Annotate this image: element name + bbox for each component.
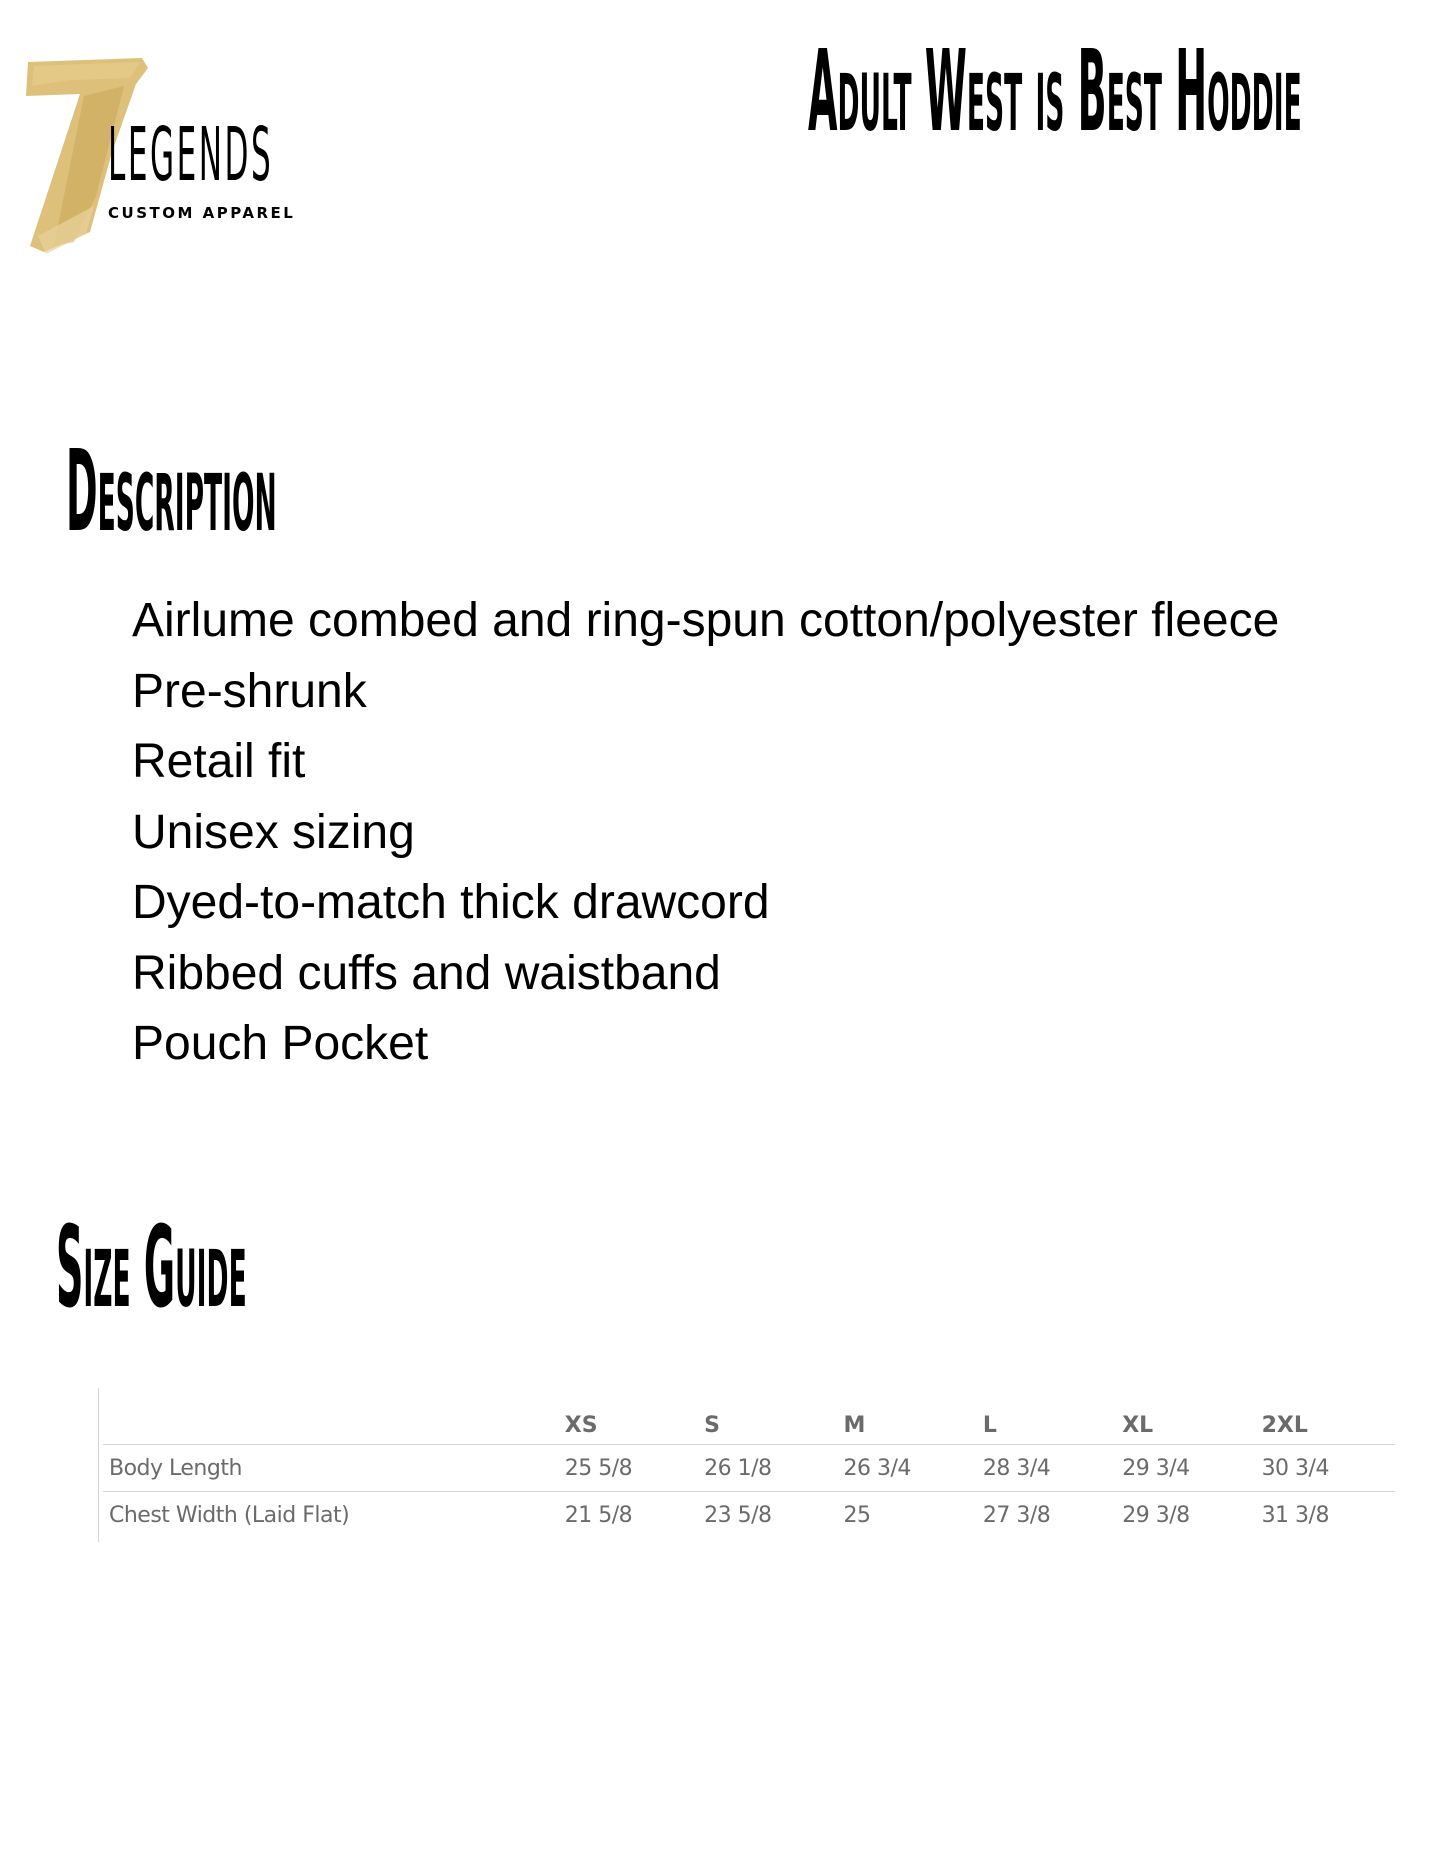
table-cell: 31 3/8 (1261, 1502, 1329, 1528)
table-cell: 26 1/8 (698, 1445, 837, 1492)
description-item: Pouch Pocket (132, 1017, 429, 1070)
description-item: Airlume combed and ring-spun cotton/polyester fleece (132, 594, 1280, 647)
table-header-cell: 2XL (1256, 1388, 1395, 1445)
page-title-text: Adult West is Best Hoddie (808, 27, 1302, 157)
description-heading (66, 427, 277, 557)
table-cell: 21 5/8 (564, 1502, 633, 1528)
table-header-cell: XL (1116, 1388, 1255, 1445)
table-cell: 29 3/4 (1116, 1445, 1255, 1492)
description-item: Dyed-to-match thick drawcord (132, 876, 770, 929)
table-row-label: Chest Width (Laid Flat) (109, 1502, 350, 1528)
logo-wordmark: LEGENDS (108, 112, 274, 198)
size-guide-heading (56, 1203, 247, 1333)
table-cell: 27 3/8 (982, 1502, 1051, 1528)
table-cell: 25 5/8 (559, 1445, 698, 1492)
table-row (103, 1445, 1395, 1492)
table-header-cell: M (837, 1388, 976, 1445)
table-cell: 23 5/8 (704, 1502, 772, 1528)
size-table (103, 1388, 1395, 1538)
description-item: Retail fit (132, 735, 306, 788)
description-item: Pre-shrunk (132, 664, 367, 718)
table-header-cell (103, 1388, 559, 1445)
table-header-row (103, 1388, 1395, 1445)
table-cell: 26 3/4 (837, 1445, 976, 1492)
size-guide-heading-text: Size Guide (56, 1203, 247, 1333)
table-cell: 25 (843, 1502, 871, 1528)
description-list (132, 586, 1279, 1080)
table-cell: 30 3/4 (1256, 1445, 1395, 1492)
table-header-cell: L (977, 1388, 1116, 1445)
table-row-label: Body Length (103, 1445, 559, 1492)
table-header-cell: S (698, 1388, 837, 1445)
page-title (808, 27, 1302, 157)
table-cell: 29 3/8 (1122, 1502, 1190, 1528)
description-heading-text: Description (66, 427, 277, 557)
size-table-container (98, 1388, 1395, 1542)
description-item: Unisex sizing (132, 805, 415, 859)
logo-tagline: CUSTOM APPAREL (108, 204, 296, 222)
brand-logo (24, 56, 324, 256)
table-cell: 28 3/4 (977, 1445, 1116, 1492)
table-header-cell: XS (559, 1388, 698, 1445)
table-row (103, 1492, 1395, 1539)
description-item: Ribbed cuffs and waistband (132, 946, 721, 1000)
